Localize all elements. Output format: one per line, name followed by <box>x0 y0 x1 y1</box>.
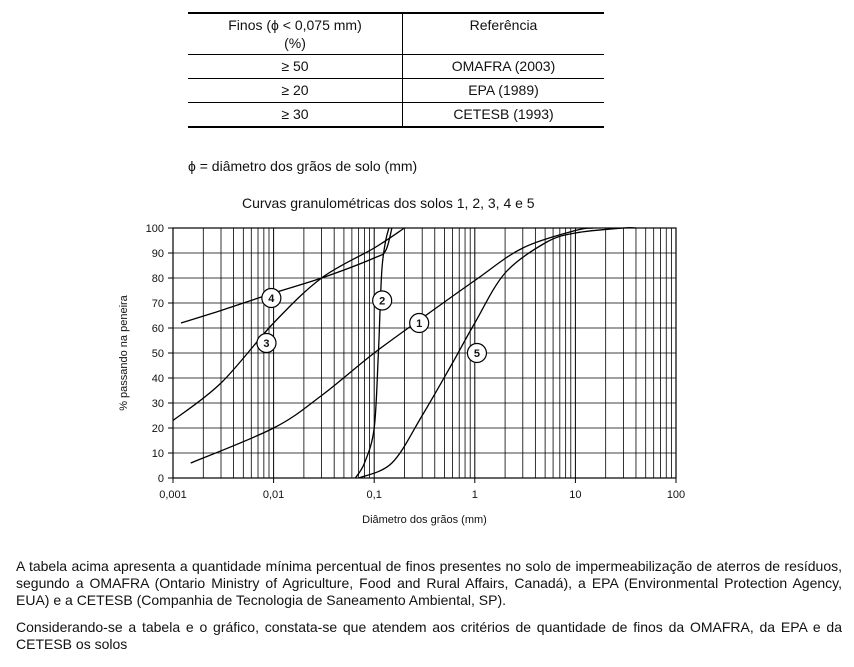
label-text: 1 <box>416 318 423 330</box>
y-tick-label: 30 <box>151 398 164 410</box>
label-text: 4 <box>268 293 275 305</box>
curve-label-5 <box>467 344 486 363</box>
y-tick-label: 50 <box>151 348 164 360</box>
paragraph-2-text: Considerando-se a tabela e o gráfico, constata-se que atendem aos critérios de quantidade de finos da OMAFRA, da EPA e da CETESB os solos <box>16 619 842 652</box>
label-text: 3 <box>263 338 270 350</box>
y-tick-label: 10 <box>151 448 164 460</box>
x-tick-label: 0,001 <box>159 489 187 501</box>
curve-label-3 <box>257 334 276 353</box>
y-tick-label: 80 <box>151 273 164 285</box>
chart-markers <box>257 289 486 363</box>
curve-label-1 <box>410 314 429 333</box>
header-finos-line1: Finos (ϕ < 0,075 mm) <box>228 17 362 33</box>
header-referencia: Referência <box>403 13 605 55</box>
description-paragraph <box>16 558 842 609</box>
paragraph-1-text: A tabela acima apresenta a quantidade mínima percentual de finos presentes no solo de impermeabilização de aterros de resíduos, segundo a OMAFRA (Ontario Ministry of Agriculture, Food and Rural Affairs, Canadá), a EPA (Environmental Protection Agency, EUA) e a CETESB (Companhia de Tecnologia de Saneamento Ambiental, SP). <box>16 558 842 608</box>
chart-title: Curvas granulométricas dos solos 1, 2, 3, 4 e 5 <box>242 195 535 211</box>
x-tick-label: 10 <box>569 489 582 501</box>
label-text: 5 <box>473 348 480 360</box>
curve-solo-4 <box>181 228 392 323</box>
y-tick-label: 90 <box>151 248 164 260</box>
y-tick-label: 60 <box>151 323 164 335</box>
cell-finos: ≥ 50 <box>188 55 403 79</box>
y-tick-label: 70 <box>151 298 164 310</box>
y-axis-label: % passando na peneira <box>118 295 130 411</box>
curve-label-2 <box>373 291 392 310</box>
curve-label-4 <box>262 289 281 308</box>
x-tick-label: 0,1 <box>366 489 382 501</box>
y-tick-label: 100 <box>145 223 164 235</box>
cell-finos: ≥ 30 <box>188 103 403 128</box>
x-axis-label: Diâmetro dos grãos (mm) <box>362 514 487 526</box>
cell-ref: OMAFRA (2003) <box>403 55 605 79</box>
y-tick-label: 20 <box>151 423 164 435</box>
cell-finos: ≥ 20 <box>188 79 403 103</box>
chart-ticks <box>146 223 686 501</box>
x-tick-label: 1 <box>471 489 478 501</box>
y-tick-label: 0 <box>157 473 164 485</box>
label-text: 2 <box>379 295 386 308</box>
phi-note: ϕ = diâmetro dos grãos de solo (mm) <box>188 158 418 174</box>
x-tick-label: 100 <box>666 489 686 501</box>
question-paragraph <box>16 619 842 653</box>
header-finos-line2: (%) <box>284 35 306 51</box>
y-tick-label: 40 <box>151 373 164 385</box>
cell-ref: EPA (1989) <box>403 79 605 103</box>
x-tick-label: 0,01 <box>262 489 285 501</box>
cell-ref: CETESB (1993) <box>403 103 605 128</box>
